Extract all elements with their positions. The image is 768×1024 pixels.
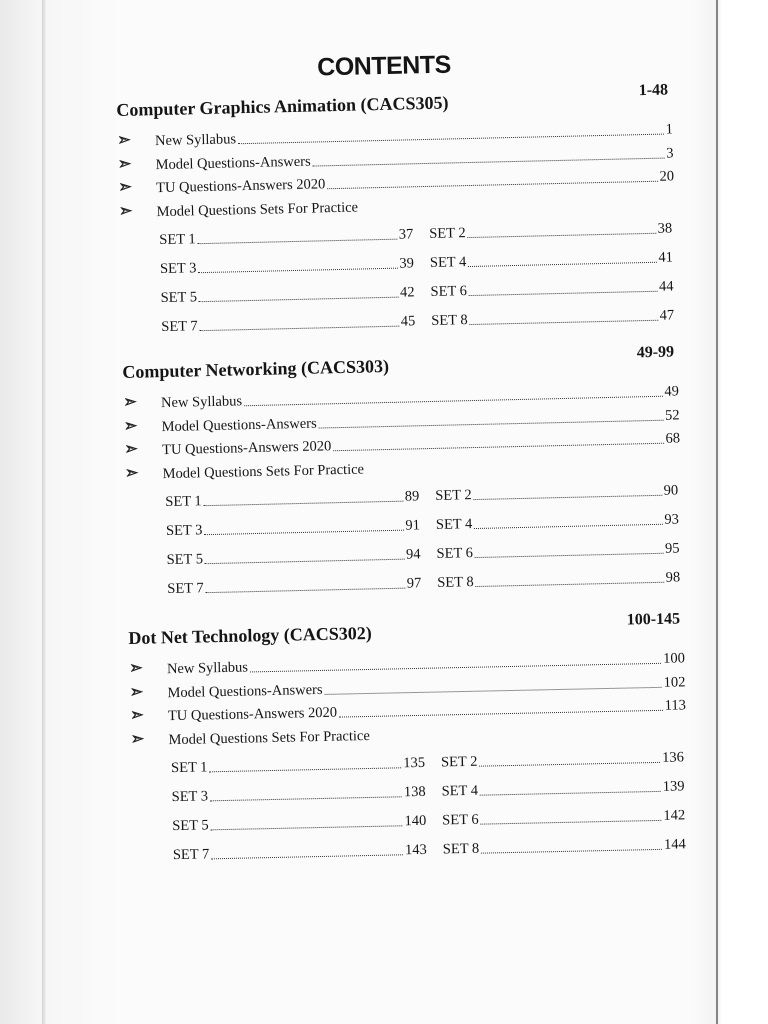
page-binding-edge [42,0,46,1024]
set-entry [441,748,684,771]
set-page: 136 [662,749,685,766]
pen-bullet-icon [132,710,144,720]
pen-bullet-icon [119,135,131,145]
page-title: CONTENTS [316,50,452,82]
section-title: Computer Graphics Animation (CACS305) [116,92,449,120]
dot-leader [469,278,657,296]
section-page-range: 49-99 [636,343,675,362]
dot-leader [198,226,397,245]
dot-leader [480,778,661,796]
section-computer-networking [122,343,688,610]
set-label: SET 8 [442,840,480,858]
set-page: 143 [404,841,428,859]
set-label: SET 2 [435,487,472,504]
set-label: SET 5 [172,817,209,835]
set-entry [429,219,672,243]
dot-leader [475,569,663,587]
set-page: 144 [663,836,686,853]
dot-leader [475,540,663,558]
toc-entry-label: Model Questions-Answers [161,415,317,435]
set-page: 42 [399,284,415,301]
set-label: SET 7 [167,580,204,598]
section-page-range: 1-48 [638,81,669,100]
practice-sets [119,219,681,348]
set-entry [159,225,413,249]
set-page: 37 [398,226,414,243]
toc-entry-label: TU Questions-Answers 2020 [155,176,326,197]
toc-entry-page: 3 [666,144,674,162]
pen-bullet-icon [125,420,137,430]
set-label: SET 1 [165,493,202,511]
toc-entry-label: TU Questions-Answers 2020 [167,704,338,725]
set-page: 39 [399,255,415,272]
set-label: SET 3 [159,260,197,278]
set-page: 45 [400,313,416,330]
dot-leader [468,249,656,267]
set-page: 142 [663,807,686,824]
set-label: SET 8 [437,574,474,591]
set-label: SET 5 [166,551,204,569]
dot-leader [210,783,402,801]
set-label: SET 6 [430,283,468,300]
dot-leader [211,841,403,859]
pen-bullet-icon [120,182,132,192]
dot-leader [469,307,657,325]
set-label: SET 3 [171,788,209,806]
set-label: SET 6 [442,811,479,829]
set-entry [165,487,419,511]
set-label: SET 2 [429,225,466,242]
dot-leader [209,754,401,772]
toc-entry-page: 1 [665,121,674,138]
set-label: SET 5 [160,289,198,307]
set-entry [435,481,678,505]
set-page: 135 [403,754,426,772]
set-page: 139 [662,778,685,795]
set-entry [442,806,685,829]
set-page: 97 [406,575,422,592]
dot-leader [467,220,655,238]
dot-leader [473,482,661,500]
section-title: Dot Net Technology (CACS302) [128,622,373,648]
set-label: SET 2 [440,753,478,771]
set-page: 44 [658,278,674,295]
toc-entry-label: Model Questions-Answers [167,681,323,701]
set-label: SET 8 [431,312,468,329]
section-computer-graphics [116,81,682,348]
toc-entry-label: Model Questions Sets For Practice [162,461,365,482]
toc-entry-label: Model Questions-Answers [155,153,311,173]
toc-entry-page: 68 [665,430,681,447]
toc-entry-label: TU Questions-Answers 2020 [161,438,332,459]
practice-sets [125,481,687,610]
set-page: 89 [404,488,420,505]
pen-bullet-icon [131,663,143,673]
set-entry [441,777,684,800]
toc-entry-page: 20 [659,168,675,185]
toc-entry-label: Model Questions Sets For Practice [156,199,359,220]
section-page-range: 100-145 [626,610,681,629]
set-label: SET 3 [165,522,203,540]
section-title: Computer Networking (CACS303) [122,355,390,382]
set-label: SET 4 [435,516,473,533]
toc-entry-label: New Syllabus [160,393,243,412]
pen-bullet-icon [127,467,139,477]
pen-bullet-icon [121,205,133,215]
set-label: SET 4 [429,254,467,271]
set-page: 95 [664,540,680,557]
toc-entry-page: 102 [663,673,686,691]
dot-leader [480,807,661,825]
set-entry [443,835,686,858]
set-label: SET 1 [159,231,196,249]
dot-leader [474,511,662,529]
practice-sets [131,748,693,876]
set-page: 90 [663,482,679,499]
pen-bullet-icon [126,444,138,454]
set-page: 140 [404,812,427,830]
set-page: 91 [405,517,421,534]
set-page: 138 [403,783,426,801]
pen-bullet-icon [132,733,144,743]
set-page: 38 [657,220,673,237]
toc-entry-label: New Syllabus [166,659,249,678]
dot-leader [479,749,660,767]
toc-entry-page: 100 [662,650,686,667]
dot-leader [210,812,402,830]
set-label: SET 4 [441,782,479,800]
toc-entry-label: Model Questions Sets For Practice [168,727,370,748]
set-label: SET 1 [170,759,208,777]
toc-entry-page: 113 [664,697,687,714]
toc-entry-page: 49 [664,383,680,400]
set-page: 41 [658,249,674,266]
set-page: 93 [664,511,680,528]
set-label: SET 7 [161,318,198,336]
pen-bullet-icon [131,686,143,696]
pen-bullet-icon [119,158,131,168]
page-right-edge [716,0,718,1024]
toc-entry-label: New Syllabus [154,131,237,150]
set-entry [171,754,425,777]
set-label: SET 6 [436,545,474,562]
pen-bullet-icon [125,397,137,407]
set-page: 94 [405,546,421,563]
set-page: 98 [665,569,681,586]
set-label: SET 7 [172,846,210,864]
dot-leader [204,488,403,507]
toc-entry-page: 52 [664,406,680,424]
section-dot-net-technology [128,610,693,876]
dot-leader [481,836,662,854]
set-page: 47 [659,307,675,324]
